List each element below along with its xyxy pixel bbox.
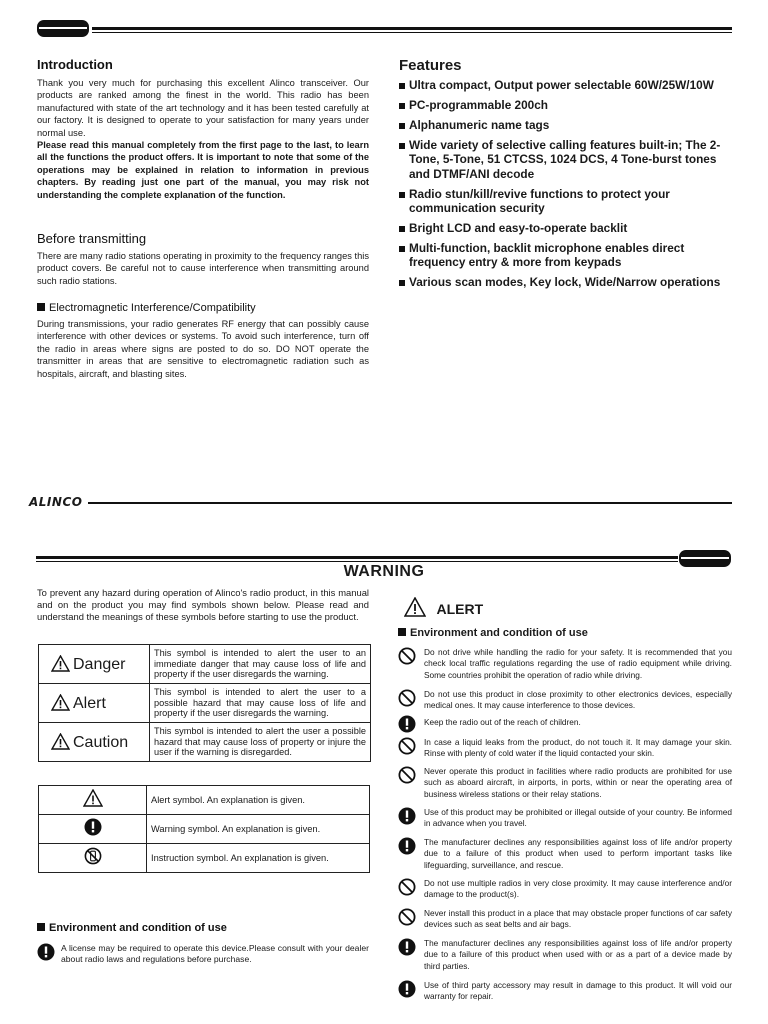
features-heading: Features — [399, 57, 462, 74]
alert-item — [398, 908, 732, 931]
alert-triangle-icon — [83, 789, 103, 807]
alert-item-text: Use of this product may be prohibited or illegal outside of your country. Be informed in advance when you travel. — [424, 807, 732, 829]
alert-item-text: In case a liquid leaks from the product, do not touch it. It may damage your skin. Rinse with plenty of cold water if the liquid contacted your skin. — [424, 737, 732, 759]
alert-item-text: Never install this product in a place that may obstacle proper functions of car safety devices such as seat belts and air bags. — [424, 908, 732, 930]
alinco-footer-logo: ALINCO — [29, 495, 83, 509]
alert-item-text: Do not use multiple radios in very close proximity. It may cause interference and/or damage to the product(s). — [424, 878, 732, 900]
env-left-heading-text: Environment and condition of use — [49, 922, 227, 934]
alert-label-cell — [39, 684, 150, 723]
env-left-item — [37, 943, 369, 965]
alert-item — [398, 766, 732, 800]
alert-item-text: The manufacturer declines any responsibilities against loss of life and/or property due to a failure of this product when used to perform important tasks like lifeguarding, surveillance, and rescue. — [424, 837, 732, 870]
table-row — [39, 684, 371, 723]
alert-label: Alert — [73, 694, 106, 712]
alert-item — [398, 980, 732, 1003]
instruction-prohibited-icon — [84, 847, 102, 865]
features-list — [399, 78, 739, 290]
alert-triangle-icon — [51, 694, 70, 711]
alert-triangle-icon — [404, 597, 426, 617]
alert-header — [404, 597, 483, 619]
warning-exclamation-icon — [398, 715, 416, 733]
caution-label-cell — [39, 723, 150, 762]
table-row — [39, 786, 370, 815]
alert-item — [398, 647, 732, 681]
alert-triangle-icon — [51, 733, 70, 750]
env-left-section — [37, 922, 369, 965]
page-tab-marker — [37, 20, 89, 37]
warning-intro-text: To prevent any hazard during operation of Alinco's radio product, in this manual and on the product you may find symbols shown below. Please read and understand the meanings of these symbols before starting to use the product. — [37, 587, 369, 622]
emi-heading-text: Electromagnetic Interference/Compatibility — [49, 302, 256, 314]
legend-description: Warning symbol. An explanation is given. — [147, 815, 370, 844]
footer-rule — [88, 502, 732, 504]
warning-title: WARNING — [343, 563, 425, 580]
prohibition-icon — [398, 737, 416, 755]
features-section — [399, 57, 739, 295]
feature-item: Various scan modes, Key lock, Wide/Narrow operations — [399, 275, 739, 290]
before-transmitting-heading: Before transmitting — [37, 231, 147, 246]
alert-subheading — [398, 627, 588, 639]
alert-heading: ALERT — [436, 601, 484, 617]
warning-exclamation-icon — [398, 837, 416, 855]
alert-item — [398, 938, 732, 972]
alert-subheading-text: Environment and condition of use — [410, 627, 588, 639]
alert-item — [398, 737, 732, 760]
alert-item-text: Do not use this product in close proximity to other electronics devices, especially medical ones. It may cause interference to those devices. — [424, 689, 732, 711]
caution-label: Caution — [73, 733, 129, 751]
alert-item — [398, 689, 732, 712]
feature-item: Multi-function, backlit microphone enables direct frequency entry & more from keypads — [399, 241, 739, 270]
alert-triangle-icon — [51, 655, 70, 672]
feature-item: Alphanumeric name tags — [399, 118, 739, 133]
legend-description: Alert symbol. An explanation is given. — [147, 786, 370, 815]
alert-item — [398, 878, 732, 901]
legend-icon-cell — [39, 815, 147, 844]
legend-icon-cell — [39, 786, 147, 815]
table-row — [39, 645, 371, 684]
feature-item: Ultra compact, Output power selectable 60W/25W/10W — [399, 78, 739, 93]
danger-label: Danger — [73, 655, 126, 673]
legend-description: Instruction symbol. An explanation is given. — [147, 844, 370, 873]
prohibition-icon — [398, 908, 416, 926]
before-transmitting-paragraph: There are many radio stations operating in proximity to the frequency ranges this product covers. Be careful not to cause interference when transmitting around such radio stations. — [37, 251, 369, 286]
introduction-heading: Introduction — [37, 57, 113, 72]
emi-heading — [37, 302, 369, 314]
header-rule — [36, 556, 678, 559]
feature-item: Radio stun/kill/revive functions to protect your communication security — [399, 187, 739, 216]
alert-item — [398, 837, 732, 871]
legend-icon-cell — [39, 844, 147, 873]
prohibition-icon — [398, 766, 416, 784]
emi-section — [37, 302, 369, 380]
alert-item — [398, 807, 732, 830]
feature-item: PC-programmable 200ch — [399, 98, 739, 113]
alert-item-text: Keep the radio out of the reach of children. — [424, 717, 581, 727]
table-row — [39, 815, 370, 844]
warning-exclamation-icon — [398, 807, 416, 825]
warning-exclamation-icon — [398, 938, 416, 956]
introduction-bold-paragraph: Please read this manual completely from the first page to the last, to learn all the functions the product offers. It is important to note that some of the operations may be explained in relation to information in previous chapters. By reading just one part of the manual, you may risk not understanding the complete explanation of the function. — [37, 140, 369, 200]
alert-item-text: Do not drive while handling the radio for your safety. It is recommended that you check local traffic regulations regarding the use of radio equipment while driving. Some countries prohibit the operation of radio while driving. — [424, 647, 732, 680]
table-row — [39, 723, 371, 762]
square-bullet-icon — [37, 923, 45, 931]
warning-exclamation-icon — [84, 818, 102, 836]
env-left-item-text: A license may be required to operate this device.Please consult with your dealer about radio laws and regulations before purchase. — [61, 943, 369, 964]
icon-legend-table — [38, 785, 370, 873]
square-bullet-icon — [398, 628, 406, 636]
introduction-paragraph: Thank you very much for purchasing this excellent Alinco transceiver. Our products are ranked among the finest in the world. This radio has been manufactured with state of the art technology and it has been tested carefully at our factory. It is designed to operate to your satisfaction for many years under normal use. — [37, 78, 369, 138]
env-left-heading — [37, 922, 369, 934]
alert-item — [398, 715, 732, 728]
hazard-symbol-table — [38, 644, 371, 762]
introduction-section — [37, 57, 369, 201]
header-rule — [92, 27, 732, 30]
alert-description: This symbol is intended to alert the user to a possible hazard that may cause loss of life and property if the user disregards the warning. — [150, 684, 371, 723]
square-bullet-icon — [37, 303, 45, 311]
emi-paragraph: During transmissions, your radio generates RF energy that can possibly cause interference with other devices or systems. To avoid such interference, turn off the radio in areas where signs are posted to do so. DO NOT operate the transmitter in areas that are sensitive to electromagnetic radiation such as hospitals, aircraft, and blasting sites. — [37, 319, 369, 379]
table-row — [39, 844, 370, 873]
prohibition-icon — [398, 878, 416, 896]
prohibition-icon — [398, 647, 416, 665]
alert-item-text: The manufacturer declines any responsibilities against loss of life and/or property due to a failure of this product when used with or as a part of a device made by third parties. — [424, 938, 732, 971]
caution-description: This symbol is intended to alert the user a possible hazard that may cause loss of property or injure the user if the warning is disregarded. — [150, 723, 371, 762]
danger-label-cell — [39, 645, 150, 684]
before-transmitting-section — [37, 231, 369, 287]
prohibition-icon — [398, 689, 416, 707]
warning-exclamation-icon — [398, 980, 416, 998]
page-tab-marker — [679, 550, 731, 567]
feature-item: Wide variety of selective calling features built-in; The 2-Tone, 5-Tone, 51 CTCSS, 1024 DCS, 4 Tone-burst tones and DTMF/ANI decode — [399, 138, 739, 182]
feature-item: Bright LCD and easy-to-operate backlit — [399, 221, 739, 236]
warning-intro — [37, 587, 369, 622]
warning-exclamation-icon — [37, 943, 55, 961]
alert-item-text: Never operate this product in facilities where radio products are prohibited for use such as aboard aircraft, in airports, in ports, within or near the operating area of business wireless stations or their relay stations. — [424, 766, 732, 799]
danger-description: This symbol is intended to alert the user to an immediate danger that may cause loss of life and property if the user disregards the warning. — [150, 645, 371, 684]
alert-item-text: Use of third party accessory may result in damage to this product. It will void our warranty for repair. — [424, 980, 732, 1002]
